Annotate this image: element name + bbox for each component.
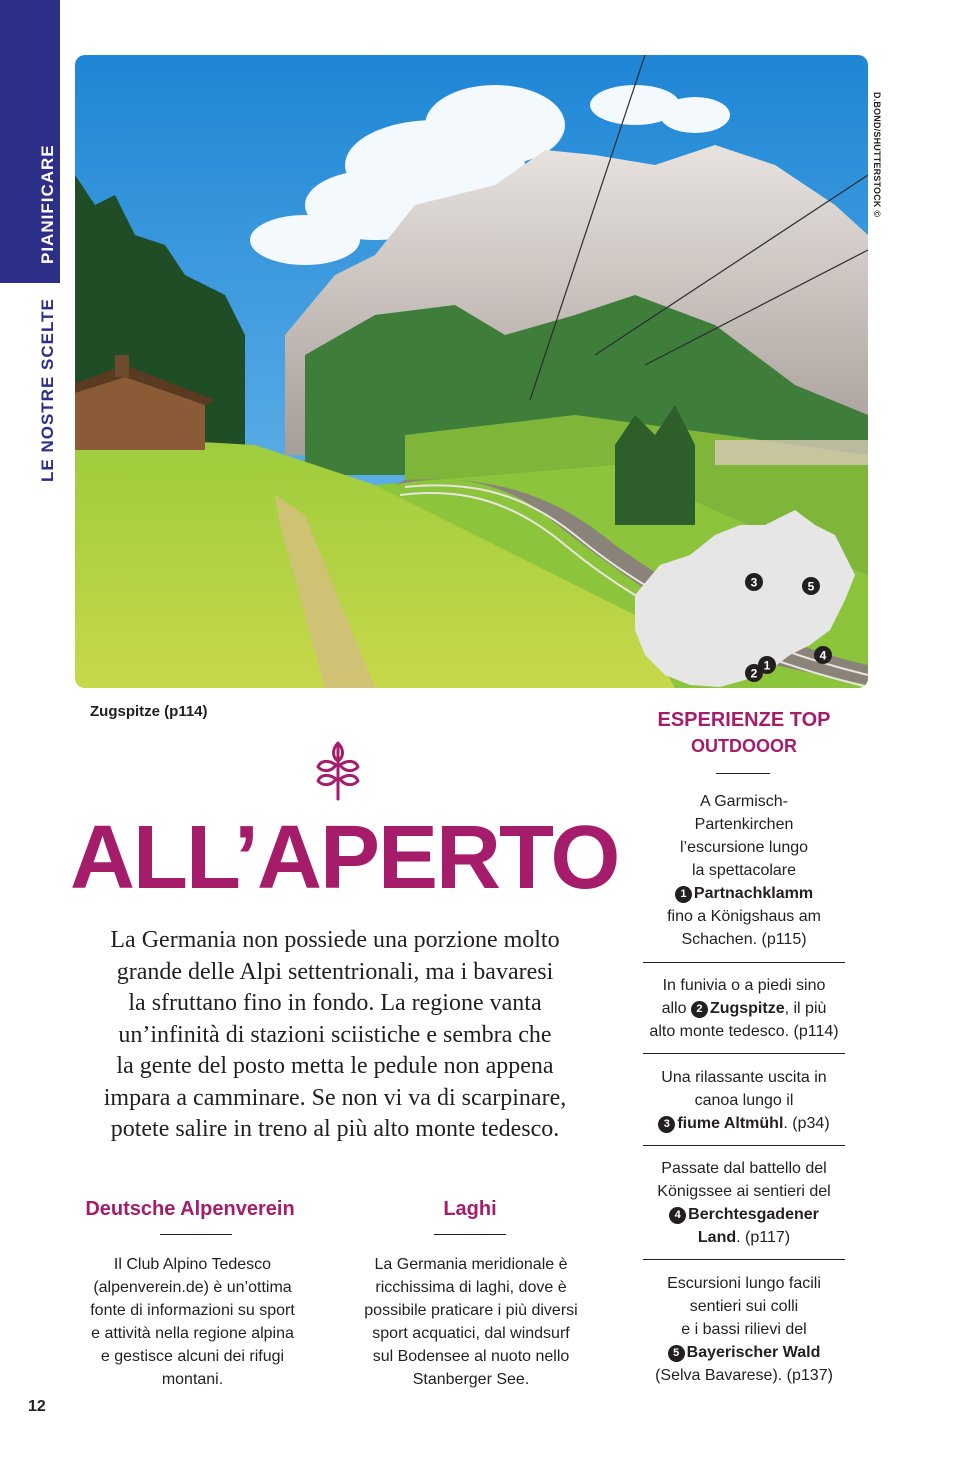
hero-photo <box>75 55 868 688</box>
divider <box>434 1234 506 1235</box>
svg-text:3: 3 <box>750 575 758 590</box>
map-marker-5 <box>802 577 820 595</box>
sidebar-title: ESPERIENZE TOP <box>657 709 831 731</box>
divider <box>716 773 770 774</box>
number-badge: 4 <box>669 1207 686 1224</box>
column-title-laghi: Laghi <box>443 1198 497 1220</box>
divider <box>643 1259 845 1260</box>
column-text-laghi: La Germania meridionale è ricchissima di laghi, dove è possibile praticare i più diversi sport acquatici, dal windsurf sul Bodensee al nuoto nello Stanberger See. <box>364 1256 578 1388</box>
divider <box>643 1053 845 1054</box>
sidebar-item-partnachklamm: A Garmisch- Partenkirchen l’escursione lungo la spettacolare 1 Partnachklamm fino a Königshaus am Schachen. (p115) <box>667 793 821 948</box>
column-text-alpenverein: Il Club Alpino Tedesco (alpenverein.de) è un’ottima fonte di informazioni su sport e attività nella regione alpina e gestisce alcuni dei rifugi montani. <box>90 1256 295 1388</box>
column-title-alpenverein: Deutsche Alpenverein <box>85 1198 295 1220</box>
map-marker-3 <box>745 573 763 591</box>
photo-caption: Zugspitze (p114) <box>90 703 208 720</box>
sidebar-item-berchtesgaden: Passate dal battello del Königssee ai sentieri del 4 Berchtesgadener Land. (p117) <box>657 1160 831 1246</box>
map-marker-2 <box>745 664 763 682</box>
sidebar-subtitle: OUTDOOOR <box>691 736 797 756</box>
number-badge: 2 <box>691 1001 708 1018</box>
sidebar-item-zugspitze: In funivia o a piedi sino allo 2 Zugspitze, il più alto monte tedesco. (p114) <box>649 977 839 1040</box>
number-badge: 3 <box>658 1116 675 1133</box>
divider <box>160 1234 232 1235</box>
number-badge: 5 <box>668 1345 685 1362</box>
page-number: 12 <box>28 1398 46 1415</box>
svg-text:2: 2 <box>750 666 758 681</box>
wheat-icon <box>312 737 364 803</box>
sidebar-item-altmuehl: Una rilassante uscita in canoa lungo il 3 fiume Altmühl. (p34) <box>640 1066 848 1135</box>
divider <box>643 1145 845 1146</box>
number-badge: 1 <box>675 886 692 903</box>
page-title: ALL’APERTO <box>70 808 619 908</box>
intro-paragraph: La Germania non possiede una porzione molto grande delle Alpi settentrionali, ma i bavaresi la sfruttano fino in fondo. La regione vanta un’infinità di stazioni sciistiche e sembra che la gente del posto metta le pedule non appena impara a camminare. Se non vi va di scarpinare, potete salire in treno al più alto monte tedesco. <box>103 927 567 1142</box>
divider <box>643 962 845 963</box>
sidebar-item-bayerischer-wald: Escursioni lungo facili sentieri sui colli e i bassi rilievi del 5 Bayerischer Wald (Selva Bavarese). (p137) <box>655 1275 833 1384</box>
map-marker-4 <box>814 646 832 664</box>
svg-text:4: 4 <box>819 648 827 663</box>
svg-text:1: 1 <box>763 658 771 673</box>
svg-text:5: 5 <box>807 579 815 594</box>
photo-credit: D.BOND/SHUTTERSTOCK © <box>872 92 882 218</box>
chapter-label: LE NOSTRE SCELTE <box>38 298 57 482</box>
section-label: PIANIFICARE <box>38 144 57 264</box>
